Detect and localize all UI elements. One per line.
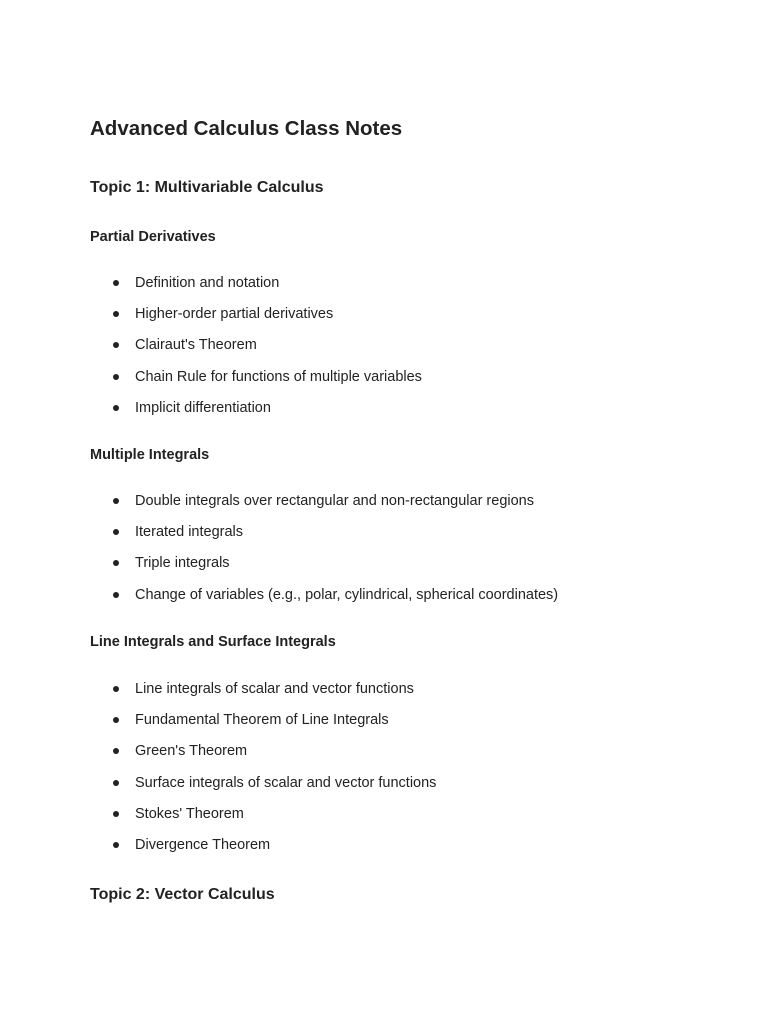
list-item-text: Green's Theorem xyxy=(135,743,248,760)
list-item-text: Change of variables (e.g., polar, cylindrical, spherical coordinates) xyxy=(135,586,559,603)
bullet-icon xyxy=(113,405,119,411)
bullet-icon xyxy=(113,311,119,317)
bullet-icon xyxy=(113,374,119,380)
section-heading: Line Integrals and Surface Integrals xyxy=(90,634,336,650)
bullet-icon xyxy=(113,280,119,286)
topic-heading: Topic 2: Vector Calculus xyxy=(90,886,275,903)
bullet-icon xyxy=(113,529,119,535)
section-heading: Partial Derivatives xyxy=(90,229,216,245)
list-item-text: Divergence Theorem xyxy=(135,836,271,853)
topic-heading: Topic 1: Multivariable Calculus xyxy=(90,179,324,196)
list-item-text: Double integrals over rectangular and non-rectangular regions xyxy=(135,493,534,509)
bullet-icon xyxy=(113,592,119,598)
list-item-text: Line integrals of scalar and vector functions xyxy=(135,681,414,697)
list-item-text: Triple integrals xyxy=(135,555,230,572)
section-heading: Multiple Integrals xyxy=(90,447,210,463)
list-item-text: Iterated integrals xyxy=(135,524,244,541)
bullet-icon xyxy=(113,498,119,504)
bullet-icon xyxy=(113,342,119,348)
list-item-text: Definition and notation xyxy=(135,275,280,291)
list-item-text: Surface integrals of scalar and vector functions xyxy=(135,774,437,791)
list-item-text: Fundamental Theorem of Line Integrals xyxy=(135,712,389,729)
document-title: Advanced Calculus Class Notes xyxy=(90,117,403,140)
bullet-icon xyxy=(113,686,119,692)
bullet-icon xyxy=(113,811,119,817)
bullet-icon xyxy=(113,560,119,566)
list-item-text: Chain Rule for functions of multiple variables xyxy=(135,368,422,385)
bullet-icon xyxy=(113,842,119,848)
bullet-icon xyxy=(113,717,119,723)
list-item-text: Clairaut's Theorem xyxy=(135,337,257,354)
list-item-text: Higher-order partial derivatives xyxy=(135,306,334,323)
bullet-icon xyxy=(113,748,119,754)
list-item-text: Stokes' Theorem xyxy=(135,805,244,822)
list-item-text: Implicit differentiation xyxy=(135,399,271,416)
bullet-icon xyxy=(113,780,119,786)
